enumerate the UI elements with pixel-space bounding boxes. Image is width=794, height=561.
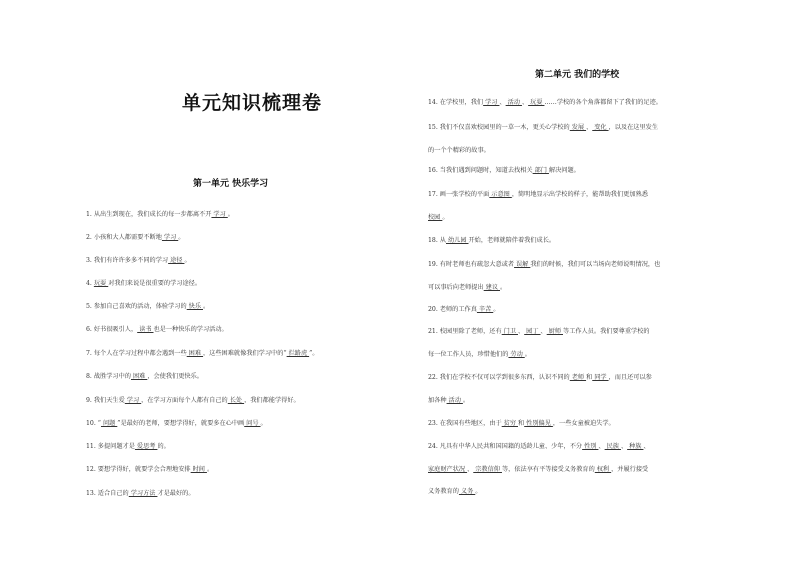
question-text: 15. 我们不仅喜欢校园里的一草一木，更关心学校的 [428, 124, 570, 131]
answer-blank: 误解 [514, 261, 531, 268]
page-title: 单元知识梳理卷 [182, 92, 323, 114]
question-text: 才是最好的。 [157, 490, 195, 497]
question-line [428, 236, 555, 246]
question-text: 11. 多提问题才是 [86, 443, 135, 450]
question-text: 1. 从出生到现在，我们成长的每一步都离不开 [86, 211, 212, 218]
answer-blank: 发展 [569, 124, 587, 131]
answer-blank: 园丁 [524, 328, 541, 335]
question-text: 。 [203, 303, 210, 310]
question-text: ，在学习方面每个人都有自己的 [141, 397, 228, 404]
question-text: 23. 在我国有些地区，由于 [428, 420, 502, 427]
answer-blank: 读书 [137, 326, 154, 333]
question-text: 每一位工作人员，珍惜他们的 [428, 350, 509, 358]
question-line [86, 233, 184, 243]
answer-blank: 辛苦 [476, 306, 494, 313]
answer-blank: 拦路虎 [286, 350, 310, 357]
question-text: 开始，老师就陪伴着我们成长。 [468, 237, 556, 244]
question-text: 。 [475, 488, 482, 495]
question-line [86, 256, 191, 266]
question-line [428, 327, 650, 337]
question-text: 的。 [157, 443, 170, 450]
question-item [86, 325, 228, 335]
question-text: 等，依法享有平等接受义务教育的 [501, 465, 595, 473]
question-text: 和 [518, 420, 525, 427]
answer-blank: 问题 [100, 420, 118, 427]
question-item [428, 98, 662, 108]
question-text: 。 [442, 213, 449, 221]
question-text: ……学校的各个角落都留下了我们的足迹。 [544, 99, 662, 106]
answer-blank: 途径 [168, 257, 185, 264]
question-text: 、 [467, 465, 474, 473]
question-text: 对我们来说是很重要的学习途径。 [108, 280, 202, 287]
question-item [428, 419, 615, 429]
question-line [428, 166, 580, 176]
question-text: 。 [260, 420, 267, 427]
question-item [86, 302, 209, 312]
question-item [86, 489, 195, 499]
answer-blank: 民族 [604, 443, 621, 450]
question-line [86, 419, 267, 429]
answer-blank: 示意图 [489, 191, 512, 198]
question-text: 、 [586, 124, 593, 131]
question-line [86, 442, 170, 452]
question-text: 19. 有时老师也有疏忽大意或者 [428, 261, 515, 268]
question-line [86, 210, 234, 220]
question-text: 。 [493, 306, 500, 313]
question-line [428, 146, 658, 156]
question-text: 、 [518, 328, 525, 335]
question-line [428, 190, 648, 200]
answer-blank: 同学 [592, 374, 609, 381]
question-line [428, 123, 658, 133]
question-text: 的一个个精彩的故事。 [428, 146, 490, 154]
question-item [86, 372, 203, 382]
answer-blank: 老师 [569, 374, 587, 381]
question-item [86, 210, 234, 220]
question-text: 、 [620, 443, 628, 450]
question-line [86, 372, 203, 382]
question-text: 也是一种快乐的学习活动。 [153, 326, 228, 333]
question-line [428, 260, 660, 270]
question-text: 和 [586, 374, 593, 381]
question-item [428, 305, 499, 315]
question-text: 17. 画一张学校的平面 [428, 191, 490, 198]
question-text: 8. 战胜学习中的 [86, 373, 131, 380]
question-text: 6. 好书很吸引人， [86, 326, 138, 333]
answer-blank: 幼儿园 [446, 237, 469, 244]
answer-blank: 宗教信仰 [473, 465, 502, 473]
question-text: 可以事后向老师提出 [428, 283, 484, 291]
answer-blank: 活动 [505, 99, 522, 106]
question-text: ”。 [309, 350, 319, 357]
question-text: 、 [521, 99, 529, 106]
question-text: 16. 当我们遇到问题时，知道去找相关 [428, 167, 533, 174]
question-text: 、 [540, 328, 547, 335]
question-text: 9. 我们天生爱 [86, 397, 125, 404]
answer-blank: 时间 [190, 466, 207, 473]
answer-blank: 劳动 [508, 350, 525, 358]
question-text: 。 [462, 396, 470, 404]
question-item [86, 349, 318, 359]
question-text: 5. 参加自己喜欢的活动，体验学习的 [86, 303, 187, 310]
answer-blank: 学习 [483, 99, 500, 106]
question-item [86, 233, 184, 243]
answer-blank: 困难 [131, 373, 148, 380]
answer-blank: 性别 [582, 443, 599, 450]
question-line [428, 373, 652, 383]
answer-blank: 变化 [592, 124, 609, 131]
question-line [428, 442, 650, 452]
answer-blank: 厨师 [546, 328, 563, 335]
question-line [428, 283, 660, 293]
question-item [428, 236, 555, 246]
answer-blank: 困难 [186, 350, 203, 357]
question-text: 7. 每个人在学习过程中都会遇到一些 [86, 350, 187, 357]
question-text: 义务教育的 [428, 488, 459, 495]
question-item [428, 442, 650, 497]
question-text: 10. “ [86, 420, 101, 427]
question-line [86, 489, 195, 499]
question-text: 、 [643, 443, 650, 450]
question-line [86, 302, 209, 312]
answer-blank: 贫穷 [501, 420, 518, 427]
question-text: 18. 从 [428, 237, 446, 244]
question-item [86, 465, 213, 475]
question-item [86, 419, 267, 429]
answer-blank: 活动 [446, 396, 463, 404]
question-text: 。 [500, 283, 507, 291]
question-line [86, 279, 201, 289]
question-item [428, 373, 652, 405]
question-text: 。 [206, 466, 214, 473]
question-text: 14. 在学校里，我们 [428, 99, 484, 106]
question-text: 22. 我们在学校不仅可以学到很多东西，认识不同的 [428, 374, 570, 381]
question-text: 12. 要想学得好，就要学会合理地安排 [86, 466, 191, 473]
question-line [428, 396, 652, 406]
question-text: 。 [227, 211, 234, 218]
answer-blank: 问号 [244, 420, 261, 427]
answer-blank: 学习 [161, 234, 179, 241]
answer-blank: 种族 [627, 443, 644, 450]
question-text: ，一些女童被迫失学。 [552, 420, 615, 427]
answer-blank: 建议 [483, 283, 500, 291]
question-item [428, 190, 648, 222]
answer-blank: 长处 [227, 397, 245, 404]
answer-blank: 玩耍 [93, 280, 109, 287]
question-text: 。 [184, 257, 191, 264]
answer-blank: 门卫 [501, 328, 518, 335]
question-line [86, 349, 318, 359]
question-line [86, 396, 300, 406]
question-text: 等工作人员。我们要尊重学校的 [563, 328, 650, 335]
question-item [428, 260, 660, 292]
question-text: 3. 我们有许许多多不同的学习 [86, 257, 169, 264]
question-text: 13. 适合自己的 [86, 490, 129, 497]
answer-blank: 玩耍 [528, 99, 545, 106]
question-text: ，以及在这里发生 [608, 124, 659, 131]
question-text: 解决问题。 [548, 167, 580, 174]
question-text: ，我们都能学得好。 [244, 397, 300, 404]
question-text: ，简明地显示出学校的样子，能帮助我们更加熟悉 [511, 191, 648, 198]
question-line [428, 305, 499, 315]
answer-blank: 学习 [211, 211, 228, 218]
question-text: ，这些困难就像我们学习中的“ [203, 350, 287, 357]
question-text: ”是最好的老师，要想学得好，就要多在心中画 [117, 420, 245, 427]
question-item [86, 279, 201, 289]
answer-blank: 爱思考 [134, 443, 158, 450]
question-line [428, 350, 650, 360]
question-item [86, 256, 191, 266]
question-line [86, 325, 228, 335]
answer-blank: 权利 [594, 465, 612, 473]
question-text: 2. 小孩和大人都需要不断地 [86, 234, 162, 241]
question-text: 20. 老师的工作真 [428, 306, 477, 313]
answer-blank: 家庭财产状况 [428, 465, 468, 473]
question-line [428, 213, 648, 223]
question-text: 4. [86, 280, 94, 287]
question-item [428, 166, 580, 176]
question-line [428, 419, 615, 429]
unit1-title: 第一单元 快乐学习 [193, 179, 269, 189]
question-line [428, 487, 650, 497]
question-text: 、 [598, 443, 605, 450]
question-item [428, 123, 658, 155]
answer-blank: 性别偏见 [524, 420, 553, 427]
question-text: ，并履行接受 [611, 465, 649, 473]
answer-blank: 部门 [532, 167, 549, 174]
answer-blank: 快乐 [186, 303, 203, 310]
question-text: 24. 凡具有中华人民共和国国籍的适龄儿童、少年，不分 [428, 443, 583, 450]
question-item [86, 396, 300, 406]
question-text: 、 [499, 99, 506, 106]
question-item [86, 442, 170, 452]
question-line [428, 98, 662, 108]
question-line [428, 465, 650, 475]
unit2-title: 第二单元 我们的学校 [535, 70, 620, 80]
question-text: 。 [524, 350, 531, 358]
question-text: 我们的时候，我们可以当场向老师说明情况，也 [530, 261, 661, 268]
answer-blank: 学习方法 [128, 490, 158, 497]
question-item [428, 327, 650, 359]
answer-blank: 义务 [458, 488, 476, 495]
question-text: 。 [178, 234, 185, 241]
question-text: ，而且还可以参 [608, 374, 652, 381]
question-text: ，会使我们更快乐。 [147, 373, 203, 380]
answer-blank: 学习 [124, 397, 142, 404]
question-text: 加各种 [428, 396, 447, 404]
question-line [86, 465, 213, 475]
question-text: 21. 校园里除了老师，还有 [428, 328, 502, 335]
answer-blank: 校园 [428, 213, 443, 221]
